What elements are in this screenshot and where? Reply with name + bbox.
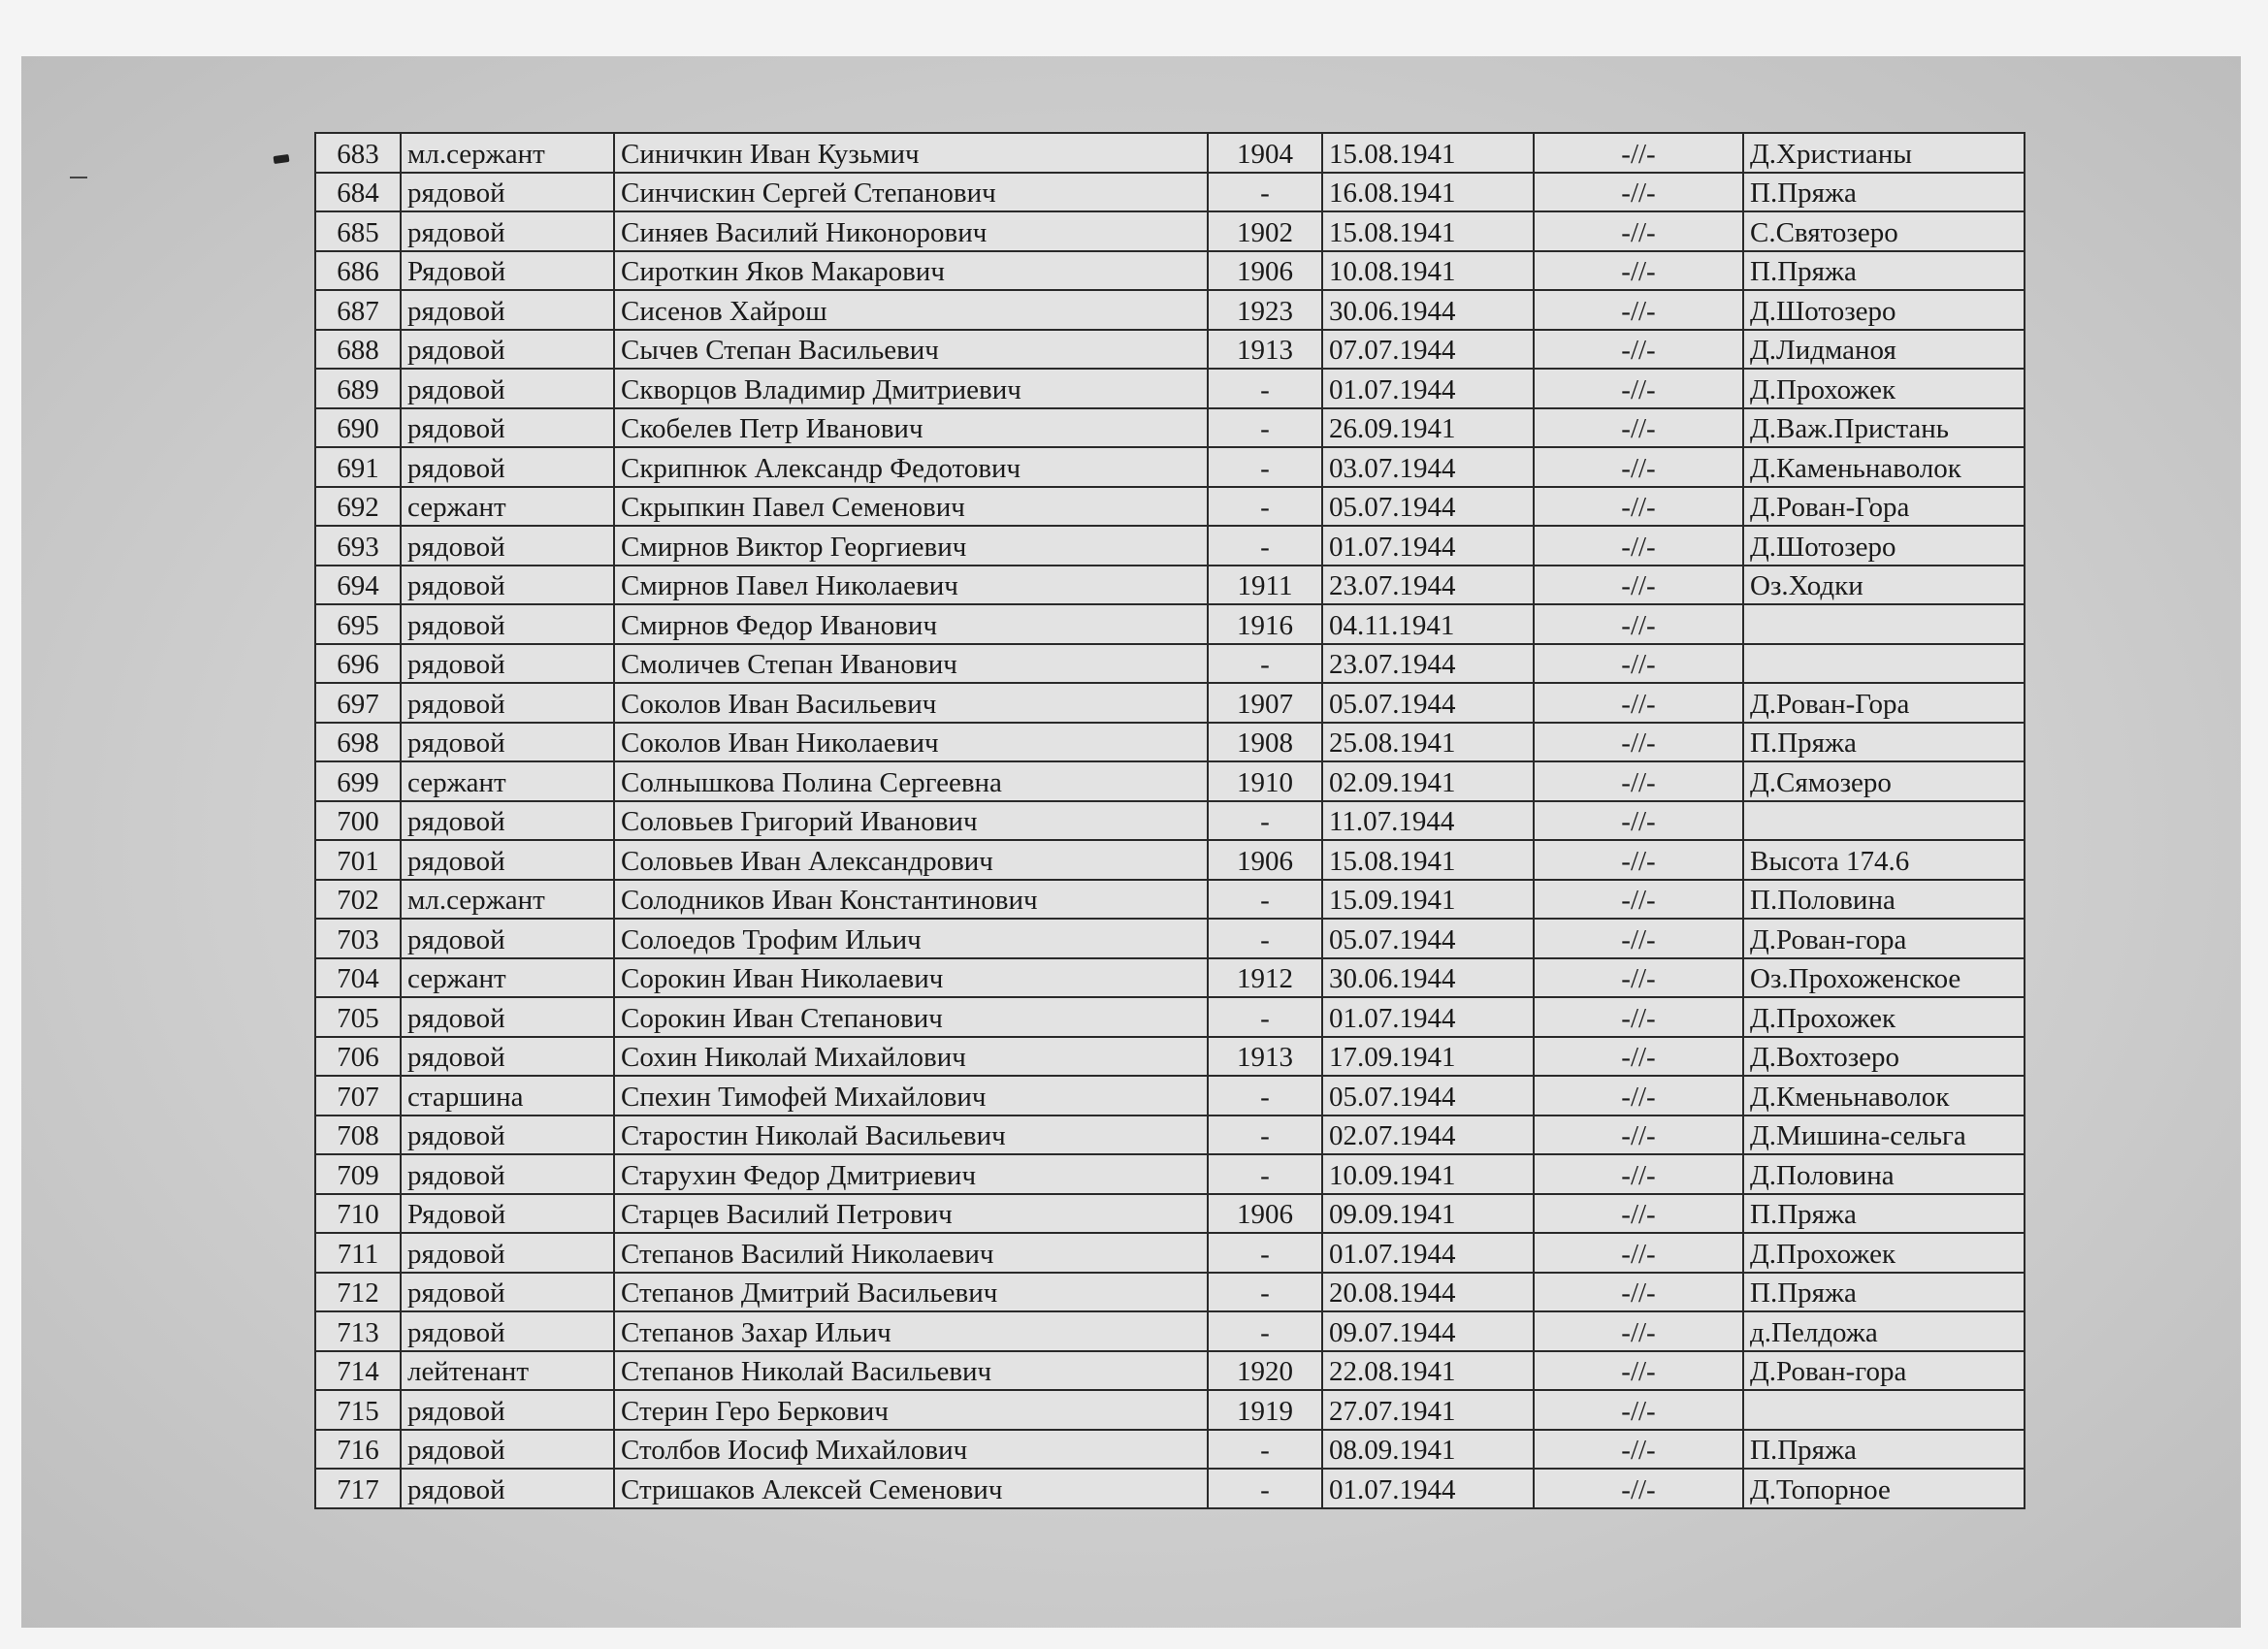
ditto-mark-cell: -//- [1534, 408, 1743, 448]
birth-year-cell: 1904 [1208, 133, 1322, 173]
death-date-cell: 09.07.1944 [1322, 1311, 1534, 1351]
ditto-mark-cell: -//- [1534, 1469, 1743, 1508]
table-row [315, 408, 2025, 448]
rank-cell: лейтенант [401, 1351, 614, 1391]
table-row [315, 1154, 2025, 1194]
ditto-mark-cell: -//- [1534, 1351, 1743, 1391]
birth-year-cell: 1910 [1208, 761, 1322, 801]
death-date-cell: 07.07.1944 [1322, 330, 1534, 370]
ditto-mark-cell: -//- [1534, 1430, 1743, 1470]
full-name-cell: Соколов Иван Васильевич [614, 683, 1208, 723]
death-date-cell: 10.09.1941 [1322, 1154, 1534, 1194]
table-row [315, 1037, 2025, 1077]
ditto-mark-cell: -//- [1534, 1154, 1743, 1194]
full-name-cell: Сисенов Хайрош [614, 290, 1208, 330]
birth-year-cell: 1923 [1208, 290, 1322, 330]
ditto-mark-cell: -//- [1534, 133, 1743, 173]
ditto-mark-cell: -//- [1534, 251, 1743, 291]
rank-cell: рядовой [401, 447, 614, 487]
ditto-mark-cell: -//- [1534, 1311, 1743, 1351]
death-date-cell: 02.07.1944 [1322, 1116, 1534, 1155]
roster-body [315, 133, 2025, 1508]
full-name-cell: Степанов Василий Николаевич [614, 1233, 1208, 1273]
ditto-mark-cell: -//- [1534, 1076, 1743, 1116]
row-number-cell: 692 [315, 487, 401, 527]
rank-cell: мл.сержант [401, 133, 614, 173]
ditto-mark-cell: -//- [1534, 880, 1743, 920]
birth-year-cell: - [1208, 880, 1322, 920]
ditto-mark-cell: -//- [1534, 211, 1743, 251]
table-row [315, 761, 2025, 801]
birth-year-cell: 1916 [1208, 604, 1322, 644]
burial-place-cell: П.Пряжа [1743, 1430, 2025, 1470]
death-date-cell: 27.07.1941 [1322, 1390, 1534, 1430]
burial-place-cell: Д.Лидманоя [1743, 330, 2025, 370]
ditto-mark-cell: -//- [1534, 1273, 1743, 1312]
death-date-cell: 01.07.1944 [1322, 1233, 1534, 1273]
rank-cell: рядовой [401, 290, 614, 330]
burial-place-cell: Д.Христианы [1743, 133, 2025, 173]
rank-cell: мл.сержант [401, 880, 614, 920]
ditto-mark-cell: -//- [1534, 1037, 1743, 1077]
death-date-cell: 30.06.1944 [1322, 290, 1534, 330]
death-date-cell: 26.09.1941 [1322, 408, 1534, 448]
table-row [315, 1273, 2025, 1312]
full-name-cell: Синичкин Иван Кузьмич [614, 133, 1208, 173]
death-date-cell: 20.08.1944 [1322, 1273, 1534, 1312]
rank-cell: сержант [401, 761, 614, 801]
rank-cell: рядовой [401, 683, 614, 723]
ditto-mark-cell: -//- [1534, 1233, 1743, 1273]
rank-cell: рядовой [401, 1233, 614, 1273]
table-row [315, 487, 2025, 527]
row-number-cell: 703 [315, 919, 401, 958]
table-row [315, 880, 2025, 920]
full-name-cell: Сычев Степан Васильевич [614, 330, 1208, 370]
burial-place-cell: Д.Прохожек [1743, 997, 2025, 1037]
burial-place-cell: Д.Топорное [1743, 1469, 2025, 1508]
full-name-cell: Сироткин Яков Макарович [614, 251, 1208, 291]
death-date-cell: 23.07.1944 [1322, 566, 1534, 605]
row-number-cell: 713 [315, 1311, 401, 1351]
burial-place-cell: Д.Половина [1743, 1154, 2025, 1194]
death-date-cell: 15.09.1941 [1322, 880, 1534, 920]
rank-cell: рядовой [401, 644, 614, 684]
full-name-cell: Соловьев Григорий Иванович [614, 801, 1208, 841]
death-date-cell: 30.06.1944 [1322, 958, 1534, 998]
row-number-cell: 683 [315, 133, 401, 173]
ditto-mark-cell: -//- [1534, 644, 1743, 684]
table-row [315, 211, 2025, 251]
burial-place-cell: Д.Рован-Гора [1743, 683, 2025, 723]
burial-place-cell: П.Пряжа [1743, 1194, 2025, 1234]
full-name-cell: Старцев Василий Петрович [614, 1194, 1208, 1234]
ditto-mark-cell: -//- [1534, 958, 1743, 998]
full-name-cell: Стерин Геро Беркович [614, 1390, 1208, 1430]
rank-cell: рядовой [401, 1311, 614, 1351]
burial-place-cell: Д.Прохожек [1743, 369, 2025, 408]
row-number-cell: 709 [315, 1154, 401, 1194]
death-date-cell: 08.09.1941 [1322, 1430, 1534, 1470]
table-row [315, 566, 2025, 605]
birth-year-cell: 1906 [1208, 840, 1322, 880]
death-date-cell: 01.07.1944 [1322, 1469, 1534, 1508]
row-number-cell: 690 [315, 408, 401, 448]
burial-place-cell: Д.Кменьнаволок [1743, 1076, 2025, 1116]
row-number-cell: 707 [315, 1076, 401, 1116]
table-row [315, 723, 2025, 762]
rank-cell: сержант [401, 487, 614, 527]
rank-cell: рядовой [401, 840, 614, 880]
rank-cell: рядовой [401, 1390, 614, 1430]
burial-place-cell: Д.Каменьнаволок [1743, 447, 2025, 487]
rank-cell: рядовой [401, 919, 614, 958]
row-number-cell: 715 [315, 1390, 401, 1430]
full-name-cell: Скворцов Владимир Дмитриевич [614, 369, 1208, 408]
row-number-cell: 686 [315, 251, 401, 291]
ditto-mark-cell: -//- [1534, 1194, 1743, 1234]
table-row [315, 683, 2025, 723]
rank-cell: рядовой [401, 801, 614, 841]
ditto-mark-cell: -//- [1534, 1390, 1743, 1430]
full-name-cell: Смирнов Федор Иванович [614, 604, 1208, 644]
row-number-cell: 688 [315, 330, 401, 370]
row-number-cell: 693 [315, 526, 401, 566]
row-number-cell: 704 [315, 958, 401, 998]
full-name-cell: Синяев Василий Никонорович [614, 211, 1208, 251]
row-number-cell: 708 [315, 1116, 401, 1155]
row-number-cell: 695 [315, 604, 401, 644]
burial-place-cell [1743, 644, 2025, 684]
birth-year-cell: - [1208, 644, 1322, 684]
full-name-cell: Сорокин Иван Степанович [614, 997, 1208, 1037]
rank-cell: рядовой [401, 408, 614, 448]
burial-place-cell: Оз.Ходки [1743, 566, 2025, 605]
burial-place-cell: Д.Прохожек [1743, 1233, 2025, 1273]
full-name-cell: Смирнов Павел Николаевич [614, 566, 1208, 605]
birth-year-cell: 1906 [1208, 1194, 1322, 1234]
table-row [315, 1390, 2025, 1430]
row-number-cell: 712 [315, 1273, 401, 1312]
death-date-cell: 04.11.1941 [1322, 604, 1534, 644]
row-number-cell: 699 [315, 761, 401, 801]
row-number-cell: 701 [315, 840, 401, 880]
ditto-mark-cell: -//- [1534, 173, 1743, 212]
death-date-cell: 05.07.1944 [1322, 1076, 1534, 1116]
full-name-cell: Солоедов Трофим Ильич [614, 919, 1208, 958]
burial-place-cell: Д.Вохтозеро [1743, 1037, 2025, 1077]
row-number-cell: 691 [315, 447, 401, 487]
burial-place-cell [1743, 801, 2025, 841]
birth-year-cell: - [1208, 1469, 1322, 1508]
table-row [315, 919, 2025, 958]
rank-cell: рядовой [401, 1116, 614, 1155]
birth-year-cell: - [1208, 1430, 1322, 1470]
death-date-cell: 01.07.1944 [1322, 526, 1534, 566]
roster-table [314, 132, 2025, 1509]
birth-year-cell: 1919 [1208, 1390, 1322, 1430]
row-number-cell: 710 [315, 1194, 401, 1234]
row-number-cell: 697 [315, 683, 401, 723]
ditto-mark-cell: -//- [1534, 369, 1743, 408]
burial-place-cell: Оз.Прохоженское [1743, 958, 2025, 998]
burial-place-cell: Д.Рован-гора [1743, 1351, 2025, 1391]
ditto-mark-cell: -//- [1534, 330, 1743, 370]
birth-year-cell: - [1208, 369, 1322, 408]
full-name-cell: Столбов Иосиф Михайлович [614, 1430, 1208, 1470]
rank-cell: рядовой [401, 1037, 614, 1077]
rank-cell: рядовой [401, 211, 614, 251]
row-number-cell: 689 [315, 369, 401, 408]
ditto-mark-cell: -//- [1534, 997, 1743, 1037]
burial-place-cell [1743, 604, 2025, 644]
rank-cell: старшина [401, 1076, 614, 1116]
full-name-cell: Сорокин Иван Николаевич [614, 958, 1208, 998]
death-date-cell: 05.07.1944 [1322, 683, 1534, 723]
table-row [315, 133, 2025, 173]
birth-year-cell: 1911 [1208, 566, 1322, 605]
row-number-cell: 696 [315, 644, 401, 684]
death-date-cell: 17.09.1941 [1322, 1037, 1534, 1077]
full-name-cell: Солнышкова Полина Сергеевна [614, 761, 1208, 801]
rank-cell: рядовой [401, 566, 614, 605]
burial-place-cell: д.Пелдожа [1743, 1311, 2025, 1351]
death-date-cell: 15.08.1941 [1322, 840, 1534, 880]
birth-year-cell: 1902 [1208, 211, 1322, 251]
birth-year-cell: - [1208, 408, 1322, 448]
full-name-cell: Солодников Иван Константинович [614, 880, 1208, 920]
ditto-mark-cell: -//- [1534, 723, 1743, 762]
table-row [315, 330, 2025, 370]
birth-year-cell: 1907 [1208, 683, 1322, 723]
full-name-cell: Смоличев Степан Иванович [614, 644, 1208, 684]
birth-year-cell: - [1208, 1154, 1322, 1194]
ditto-mark-cell: -//- [1534, 566, 1743, 605]
row-number-cell: 711 [315, 1233, 401, 1273]
burial-place-cell: П.Пряжа [1743, 723, 2025, 762]
death-date-cell: 10.08.1941 [1322, 251, 1534, 291]
full-name-cell: Скрипнюк Александр Федотович [614, 447, 1208, 487]
death-date-cell: 05.07.1944 [1322, 487, 1534, 527]
birth-year-cell: - [1208, 1116, 1322, 1155]
row-number-cell: 685 [315, 211, 401, 251]
full-name-cell: Старухин Федор Дмитриевич [614, 1154, 1208, 1194]
birth-year-cell: - [1208, 919, 1322, 958]
row-number-cell: 684 [315, 173, 401, 212]
birth-year-cell: - [1208, 1311, 1322, 1351]
death-date-cell: 05.07.1944 [1322, 919, 1534, 958]
table-row [315, 290, 2025, 330]
burial-place-cell: Д.Шотозеро [1743, 526, 2025, 566]
full-name-cell: Степанов Николай Васильевич [614, 1351, 1208, 1391]
birth-year-cell: 1906 [1208, 251, 1322, 291]
row-number-cell: 687 [315, 290, 401, 330]
birth-year-cell: - [1208, 1233, 1322, 1273]
birth-year-cell: - [1208, 1273, 1322, 1312]
death-date-cell: 16.08.1941 [1322, 173, 1534, 212]
rank-cell: рядовой [401, 1430, 614, 1470]
death-date-cell: 09.09.1941 [1322, 1194, 1534, 1234]
rank-cell: Рядовой [401, 1194, 614, 1234]
rank-cell: рядовой [401, 369, 614, 408]
full-name-cell: Синчискин Сергей Степанович [614, 173, 1208, 212]
table-row [315, 173, 2025, 212]
birth-year-cell: - [1208, 173, 1322, 212]
burial-place-cell: Д.Рован-Гора [1743, 487, 2025, 527]
ditto-mark-cell: -//- [1534, 447, 1743, 487]
table-row [315, 644, 2025, 684]
ditto-mark-cell: -//- [1534, 761, 1743, 801]
table-row [315, 1430, 2025, 1470]
burial-place-cell: Д.Шотозеро [1743, 290, 2025, 330]
birth-year-cell: - [1208, 447, 1322, 487]
row-number-cell: 706 [315, 1037, 401, 1077]
birth-year-cell: 1912 [1208, 958, 1322, 998]
rank-cell: рядовой [401, 330, 614, 370]
burial-place-cell: П.Пряжа [1743, 1273, 2025, 1312]
birth-year-cell: 1913 [1208, 330, 1322, 370]
birth-year-cell: - [1208, 801, 1322, 841]
death-date-cell: 23.07.1944 [1322, 644, 1534, 684]
burial-place-cell: Д.Мишина-сельга [1743, 1116, 2025, 1155]
rank-cell: рядовой [401, 173, 614, 212]
table-row [315, 840, 2025, 880]
ditto-mark-cell: -//- [1534, 840, 1743, 880]
table-row [315, 447, 2025, 487]
death-date-cell: 03.07.1944 [1322, 447, 1534, 487]
full-name-cell: Стришаков Алексей Семенович [614, 1469, 1208, 1508]
death-date-cell: 22.08.1941 [1322, 1351, 1534, 1391]
birth-year-cell: 1913 [1208, 1037, 1322, 1077]
burial-place-cell: П.Половина [1743, 880, 2025, 920]
rank-cell: рядовой [401, 1469, 614, 1508]
full-name-cell: Скрыпкин Павел Семенович [614, 487, 1208, 527]
rank-cell: рядовой [401, 526, 614, 566]
table-row [315, 526, 2025, 566]
table-row [315, 958, 2025, 998]
row-number-cell: 717 [315, 1469, 401, 1508]
death-date-cell: 11.07.1944 [1322, 801, 1534, 841]
burial-place-cell: П.Пряжа [1743, 173, 2025, 212]
table-row [315, 369, 2025, 408]
table-row [315, 1194, 2025, 1234]
full-name-cell: Соловьев Иван Александрович [614, 840, 1208, 880]
row-number-cell: 694 [315, 566, 401, 605]
birth-year-cell: - [1208, 487, 1322, 527]
table-row [315, 1311, 2025, 1351]
ditto-mark-cell: -//- [1534, 801, 1743, 841]
rank-cell: сержант [401, 958, 614, 998]
burial-place-cell [1743, 1390, 2025, 1430]
row-number-cell: 716 [315, 1430, 401, 1470]
rank-cell: рядовой [401, 723, 614, 762]
ditto-mark-cell: -//- [1534, 604, 1743, 644]
burial-place-cell: Д.Важ.Пристань [1743, 408, 2025, 448]
ditto-mark-cell: -//- [1534, 526, 1743, 566]
table-row [315, 1469, 2025, 1508]
ditto-mark-cell: -//- [1534, 919, 1743, 958]
row-number-cell: 702 [315, 880, 401, 920]
full-name-cell: Старостин Николай Васильевич [614, 1116, 1208, 1155]
table-row [315, 1116, 2025, 1155]
table-row [315, 1076, 2025, 1116]
row-number-cell: 698 [315, 723, 401, 762]
death-date-cell: 25.08.1941 [1322, 723, 1534, 762]
full-name-cell: Спехин Тимофей Михайлович [614, 1076, 1208, 1116]
rank-cell: рядовой [401, 1154, 614, 1194]
full-name-cell: Смирнов Виктор Георгиевич [614, 526, 1208, 566]
death-date-cell: 15.08.1941 [1322, 133, 1534, 173]
row-number-cell: 705 [315, 997, 401, 1037]
full-name-cell: Степанов Захар Ильич [614, 1311, 1208, 1351]
table-row [315, 1233, 2025, 1273]
full-name-cell: Соколов Иван Николаевич [614, 723, 1208, 762]
ditto-mark-cell: -//- [1534, 1116, 1743, 1155]
row-number-cell: 714 [315, 1351, 401, 1391]
death-date-cell: 02.09.1941 [1322, 761, 1534, 801]
ditto-mark-cell: -//- [1534, 487, 1743, 527]
full-name-cell: Скобелев Петр Иванович [614, 408, 1208, 448]
rank-cell: рядовой [401, 1273, 614, 1312]
table-row [315, 801, 2025, 841]
scan-speck [70, 177, 87, 178]
table-row [315, 997, 2025, 1037]
burial-place-cell: Д.Сямозеро [1743, 761, 2025, 801]
death-date-cell: 01.07.1944 [1322, 369, 1534, 408]
birth-year-cell: 1920 [1208, 1351, 1322, 1391]
rank-cell: Рядовой [401, 251, 614, 291]
table-row [315, 604, 2025, 644]
row-number-cell: 700 [315, 801, 401, 841]
birth-year-cell: - [1208, 997, 1322, 1037]
table-row [315, 1351, 2025, 1391]
death-date-cell: 01.07.1944 [1322, 997, 1534, 1037]
rank-cell: рядовой [401, 604, 614, 644]
burial-place-cell: П.Пряжа [1743, 251, 2025, 291]
full-name-cell: Степанов Дмитрий Васильевич [614, 1273, 1208, 1312]
ditto-mark-cell: -//- [1534, 290, 1743, 330]
burial-place-cell: Высота 174.6 [1743, 840, 2025, 880]
table-row [315, 251, 2025, 291]
full-name-cell: Сохин Николай Михайлович [614, 1037, 1208, 1077]
ditto-mark-cell: -//- [1534, 683, 1743, 723]
birth-year-cell: 1908 [1208, 723, 1322, 762]
rank-cell: рядовой [401, 997, 614, 1037]
death-date-cell: 15.08.1941 [1322, 211, 1534, 251]
burial-place-cell: С.Святозеро [1743, 211, 2025, 251]
birth-year-cell: - [1208, 1076, 1322, 1116]
birth-year-cell: - [1208, 526, 1322, 566]
burial-place-cell: Д.Рован-гора [1743, 919, 2025, 958]
